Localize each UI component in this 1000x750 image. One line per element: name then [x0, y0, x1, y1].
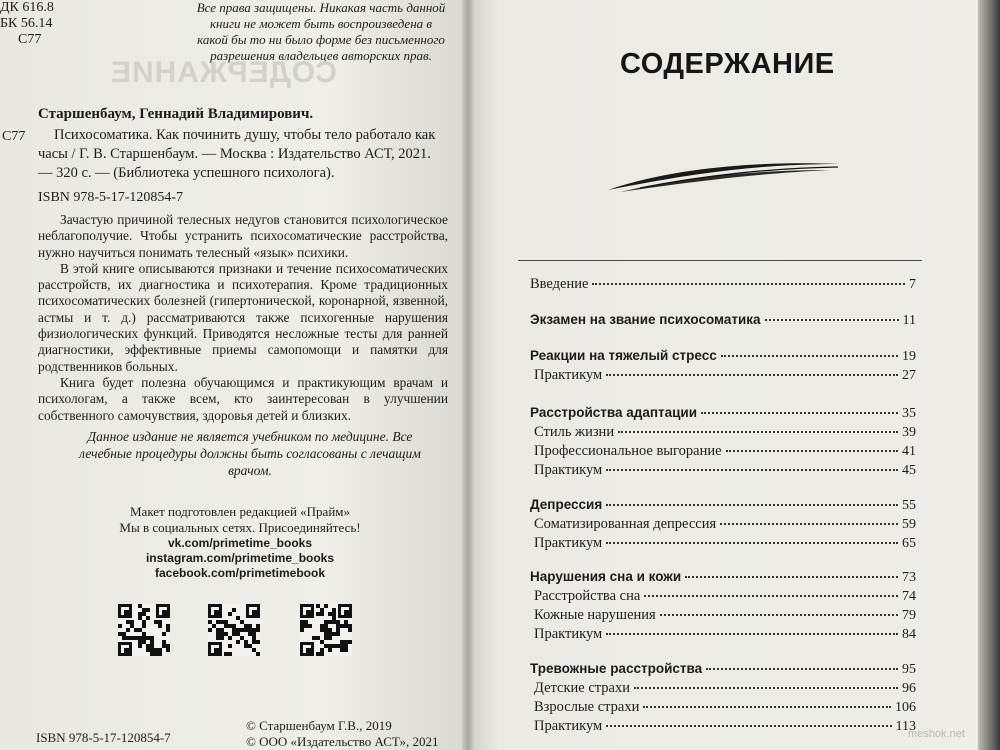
rights-notice: Все права защищены. Никакая часть данной книги не может быть воспроизведена в какой бы то ни было форме без письменного разрешения владельцев авторских прав.	[196, 0, 446, 63]
toc-entry[interactable]	[530, 312, 916, 330]
toc-entry[interactable]	[530, 661, 916, 679]
toc-page-number: 73	[902, 570, 916, 585]
toc-entry[interactable]	[534, 424, 916, 442]
imprint	[90, 504, 390, 536]
toc-leader-dots	[660, 614, 898, 616]
toc-entry-label: Реакции на тяжелый стресс	[530, 348, 717, 363]
annotation	[38, 212, 448, 424]
isbn-footer: ISBN 978-5-17-120854-7	[36, 730, 171, 745]
vk-link[interactable]: vk.com/primetime_books	[167, 536, 313, 550]
bibliographic-description: Психосоматика. Как починить душу, чтобы тело работало как часы / Г. В. Старшенбаум. — Москва : Издательство АСТ, 2021. — 320 с. — (Библиотека успешного психолога).	[38, 127, 436, 181]
toc-entry-label: Экзамен на звание психосоматика	[530, 312, 761, 327]
imprint-line: Мы в социальных сетях. Присоединяйтесь!	[119, 520, 361, 535]
toc-entry[interactable]	[534, 443, 916, 461]
toc-leader-dots	[643, 706, 891, 708]
bbk-line: БК 56.14	[0, 16, 53, 31]
toc-entry[interactable]	[534, 516, 916, 534]
qr-code-icon[interactable]	[300, 604, 352, 656]
toc-entry-label: Взрослые страхи	[534, 699, 640, 715]
toc-entry[interactable]	[534, 626, 916, 644]
toc-entry[interactable]	[530, 497, 916, 515]
toc-page-number: 96	[902, 681, 916, 696]
toc-entry[interactable]	[534, 680, 916, 698]
toc-entry-label: Кожные нарушения	[534, 607, 656, 623]
toc-page-number: 45	[902, 463, 916, 478]
toc-leader-dots	[706, 668, 898, 670]
page-title: СОДЕРЖАНИЕ	[620, 48, 835, 80]
toc-leader-dots	[592, 283, 905, 285]
toc-leader-dots	[634, 687, 898, 689]
side-author-mark: С77	[2, 129, 26, 144]
divider	[518, 260, 922, 261]
toc-page-number: 7	[909, 277, 916, 292]
toc-leader-dots	[606, 504, 898, 506]
copyright-line: © Старшенбаум Г.В., 2019	[246, 718, 392, 733]
toc-leader-dots	[701, 412, 898, 414]
author-name: Старшенбаум, Геннадий Владимирович.	[38, 106, 314, 122]
toc-leader-dots	[606, 633, 898, 635]
page-edge	[978, 0, 1000, 750]
toc-leader-dots	[606, 725, 891, 727]
toc-entry[interactable]	[530, 276, 916, 294]
copyright-line: © ООО «Издательство АСТ», 2021	[246, 734, 439, 749]
toc-entry-label: Профессиональное выгорание	[534, 443, 722, 459]
toc-page-number: 113	[895, 719, 916, 734]
facebook-link[interactable]: facebook.com/primetimebook	[154, 566, 326, 580]
author-mark: С77	[18, 32, 42, 47]
toc-page-number: 74	[902, 589, 916, 604]
toc-leader-dots	[685, 576, 898, 578]
toc-leader-dots	[720, 523, 898, 525]
toc-page-number: 79	[902, 608, 916, 623]
toc-entry-label: Депрессия	[530, 497, 603, 512]
toc-leader-dots	[765, 319, 899, 321]
toc-page-number: 65	[902, 536, 916, 551]
toc-leader-dots	[644, 595, 898, 597]
toc-entry-label: Практикум	[534, 367, 603, 383]
toc-leader-dots	[606, 374, 898, 376]
toc-page-number: 27	[902, 368, 916, 383]
toc-entry[interactable]	[534, 588, 916, 606]
toc-leader-dots	[721, 355, 898, 357]
toc-entry[interactable]	[534, 367, 916, 385]
qr-code-icon[interactable]	[118, 604, 170, 656]
instagram-link[interactable]: instagram.com/primetime_books	[145, 551, 335, 565]
toc-entry-label: Детские страхи	[534, 680, 630, 696]
toc-page-number: 19	[902, 349, 916, 364]
copyright	[246, 718, 439, 750]
toc-entry-label: Расстройства сна	[534, 588, 641, 604]
imprint-line: Макет подготовлен редакцией «Прайм»	[129, 504, 351, 519]
watermark: meshok.net	[908, 728, 965, 740]
annotation-paragraph: Книга будет полезна обучающимся и практикующим врачам и психологам, а также всем, кто заинтересован в улучшении собственного самочувствия, здоровья детей и близких.	[38, 374, 448, 423]
toc-page-number: 55	[902, 498, 916, 513]
annotation-paragraph: Зачастую причиной телесных недугов становится психологическое неблагополучие. Чтобы устранить психосоматические расстройства, нужно научиться понимать телесный «язык» психики.	[38, 212, 448, 260]
toc-page-number: 11	[902, 313, 916, 328]
toc-entry-label: Нарушения сна и кожи	[530, 569, 682, 584]
toc-entry[interactable]	[530, 348, 916, 366]
toc-entry[interactable]	[534, 718, 916, 736]
toc-entry-label: Соматизированная депрессия	[534, 516, 717, 532]
toc-leader-dots	[606, 469, 898, 471]
isbn: ISBN 978-5-17-120854-7	[38, 190, 184, 205]
brush-stroke-icon	[600, 150, 850, 200]
toc-entry-label: Практикум	[534, 718, 603, 734]
toc-page-number: 41	[902, 444, 916, 459]
toc-entry[interactable]	[534, 535, 916, 553]
book-spine	[462, 0, 474, 750]
qr-code-icon[interactable]	[208, 604, 260, 656]
toc-page-number: 59	[902, 517, 916, 532]
udk-line: ДК 616.8	[0, 0, 54, 15]
toc-entry-label: Расстройства адаптации	[530, 405, 698, 420]
toc-entry-label: Введение	[530, 276, 589, 292]
toc-leader-dots	[618, 431, 898, 433]
toc-page-number: 39	[902, 425, 916, 440]
toc-entry-label: Практикум	[534, 462, 603, 478]
toc-entry[interactable]	[534, 699, 916, 717]
toc-entry-label: Тревожные расстройства	[530, 661, 703, 676]
toc-page-number: 84	[902, 627, 916, 642]
toc-leader-dots	[726, 450, 898, 452]
toc-entry-label: Стиль жизни	[534, 424, 615, 440]
social-links	[90, 536, 390, 581]
udk-codes	[0, 0, 54, 48]
toc-page-number: 95	[902, 662, 916, 677]
toc-entry[interactable]	[530, 569, 916, 587]
toc-entry-label: Практикум	[534, 626, 603, 642]
annotation-paragraph: В этой книге описываются признаки и течение психосоматических расстройств, их диагностика и психотерапия. Кроме традиционных психосоматических болезней (гипертонической, коронарной, язвенной, астмы и т. д.) рассматриваются также психогенные нарушения физиологических функций. Приводятся несложные тесты для ранней диагностики, эффективные приемы самопомощи и памятки для родственников больных.	[38, 260, 448, 374]
medical-disclaimer: Данное издание не является учебником по медицине. Все лечебные процедуры должны быть согласованы с лечащим врачом.	[79, 429, 421, 478]
toc-entry-label: Практикум	[534, 535, 603, 551]
toc-page-number: 106	[895, 700, 916, 715]
toc-page-number: 35	[902, 406, 916, 421]
show-through-heading: СОДЕРЖАНИЕ	[110, 56, 337, 89]
toc-entry[interactable]	[534, 462, 916, 480]
toc-entry[interactable]	[530, 405, 916, 423]
toc-leader-dots	[606, 542, 898, 544]
toc-entry[interactable]	[534, 607, 916, 625]
